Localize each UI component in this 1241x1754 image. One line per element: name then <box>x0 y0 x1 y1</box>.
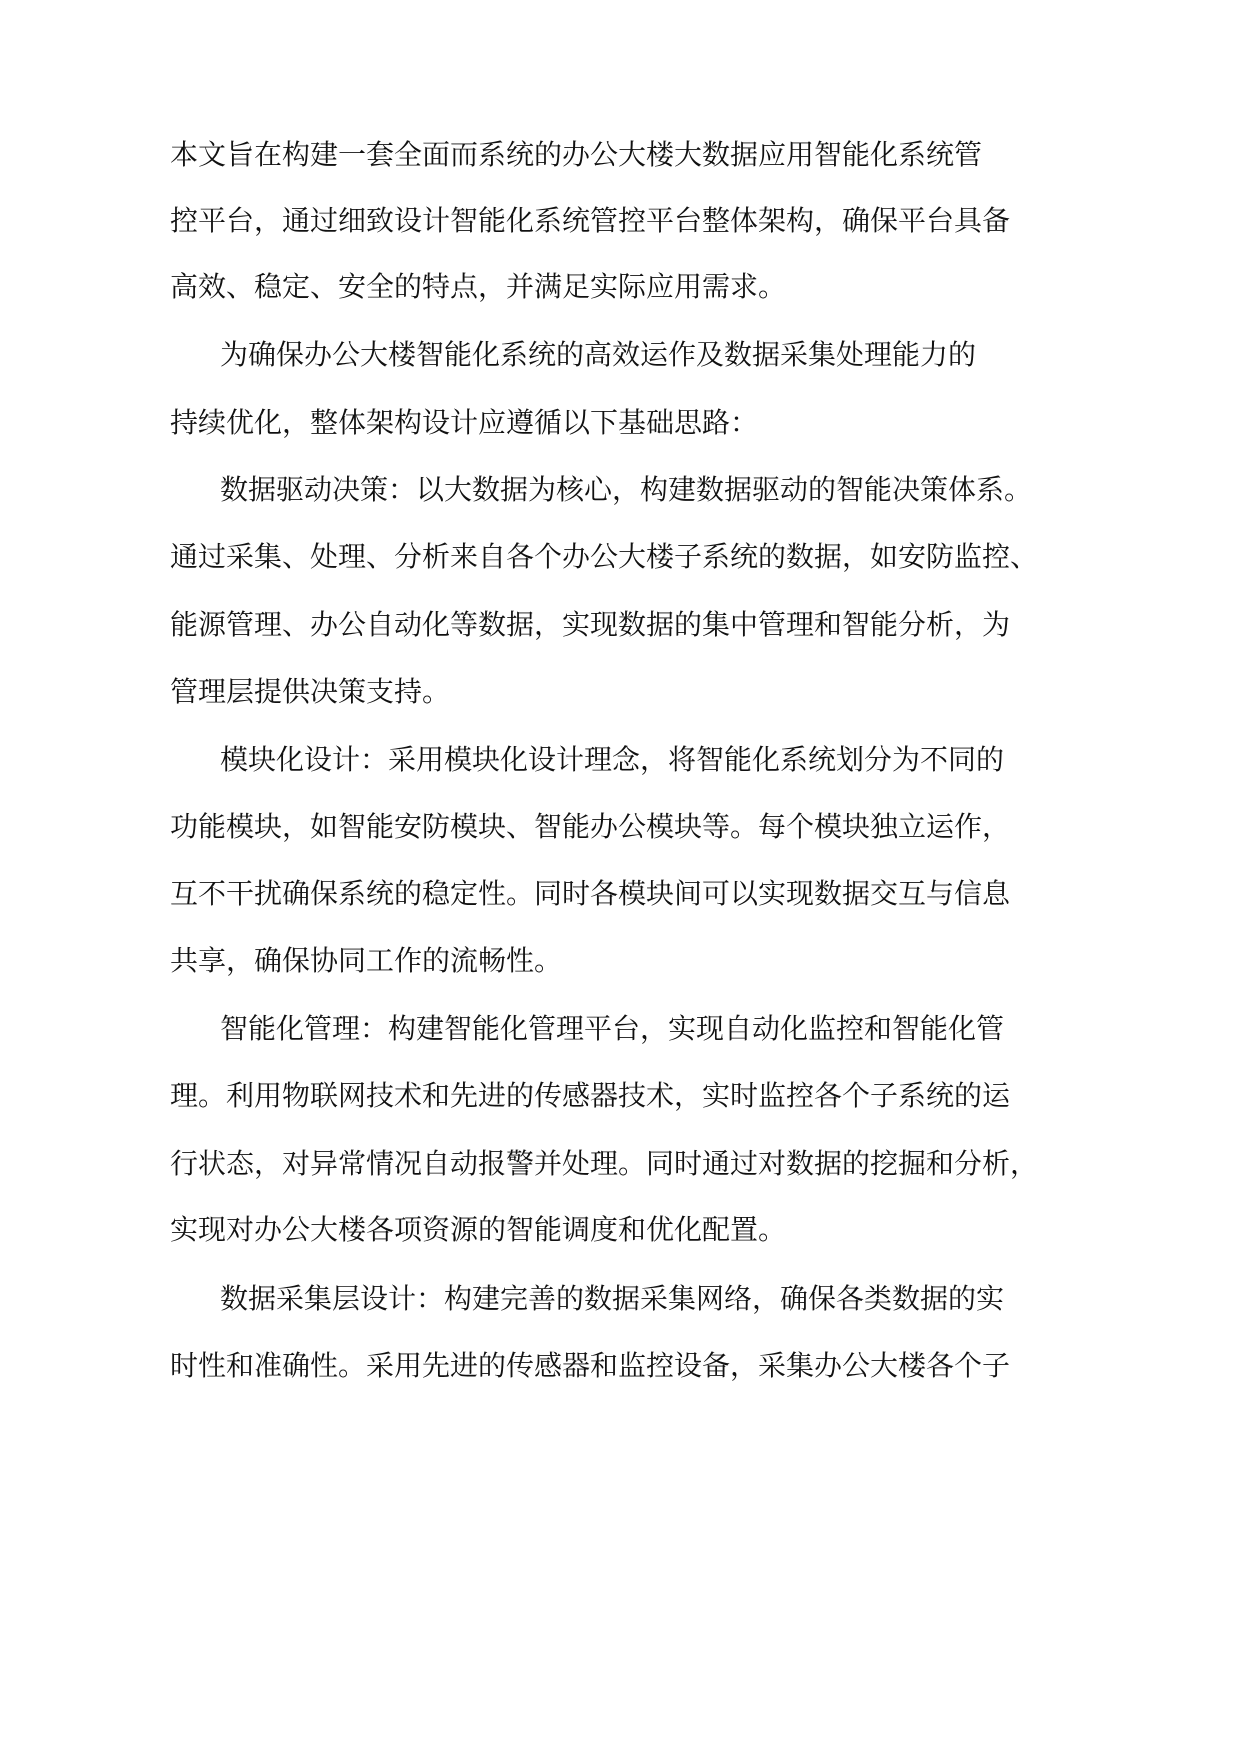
text-line: 数据采集层设计：构建完善的数据采集网络，确保各类数据的实 <box>220 1282 1005 1315</box>
text-line: 智能化管理：构建智能化管理平台，实现自动化监控和智能化管 <box>220 1012 1005 1045</box>
text-line: 理。利用物联网技术和先进的传感器技术，实时监控各个子系统的运 <box>170 1079 1011 1112</box>
text-line: 能源管理、办公自动化等数据，实现数据的集中管理和智能分析，为 <box>170 608 1011 641</box>
text-line: 持续优化，整体架构设计应遵循以下基础思路： <box>170 406 759 439</box>
text-line: 数据驱动决策：以大数据为核心，构建数据驱动的智能决策体系。 <box>220 473 1033 506</box>
text-line: 功能模块，如智能安防模块、智能办公模块等。每个模块独立运作， <box>170 810 1011 843</box>
text-line: 为确保办公大楼智能化系统的高效运作及数据采集处理能力的 <box>220 338 977 371</box>
text-line: 互不干扰确保系统的稳定性。同时各模块间可以实现数据交互与信息 <box>170 877 1011 910</box>
text-line: 实现对办公大楼各项资源的智能调度和优化配置。 <box>170 1213 787 1246</box>
text-line: 模块化设计：采用模块化设计理念，将智能化系统划分为不同的 <box>220 743 1005 776</box>
text-line: 高效、稳定、安全的特点，并满足实际应用需求。 <box>170 270 787 303</box>
text-line: 共享，确保协同工作的流畅性。 <box>170 944 563 977</box>
text-line: 本文旨在构建一套全面而系统的办公大楼大数据应用智能化系统管 <box>170 138 983 171</box>
text-line: 时性和准确性。采用先进的传感器和监控设备，采集办公大楼各个子 <box>170 1349 1011 1382</box>
text-line: 控平台，通过细致设计智能化系统管控平台整体架构，确保平台具备 <box>170 204 1011 237</box>
text-line: 管理层提供决策支持。 <box>170 675 451 708</box>
text-line: 行状态，对异常情况自动报警并处理。同时通过对数据的挖掘和分析， <box>170 1147 1039 1180</box>
text-line: 通过采集、处理、分析来自各个办公大楼子系统的数据，如安防监控、 <box>170 540 1039 573</box>
